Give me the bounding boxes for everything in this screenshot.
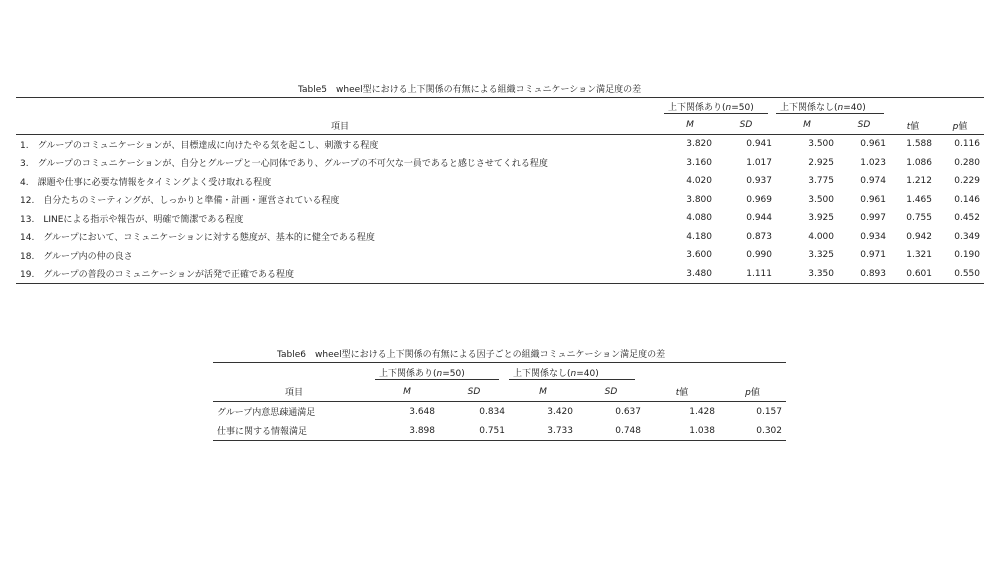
row-item-label: 19. グループの普段のコミュニケーションが活発で正確である程度 [16,265,664,284]
table6-col-sd2: SD [577,382,645,402]
table6-caption: Table6 wheel型における上下関係の有無による因子ごとの組織コミュニケーション満足度の差 [277,350,666,360]
row-value-sd2: 1.023 [860,157,886,168]
row-value-m2: 4.000 [808,231,834,242]
table6-group-with-header [375,363,509,383]
row-value-p: 0.280 [954,157,980,168]
row-value-t: 1.428 [689,406,715,417]
row-item-label: 仕事に関する情報満足 [213,421,375,441]
row-value-m2: 3.350 [776,265,838,284]
table5-col-p: p値 [936,116,984,135]
row-value-t: 0.942 [906,231,932,242]
table5 [16,97,984,284]
table5-col-m1: M [664,116,716,135]
row-value-sd1: 0.751 [439,421,509,441]
table-row [16,191,984,210]
row-value-sd2: 0.637 [615,406,641,417]
row-value-p: 0.229 [954,176,980,187]
row-value-t: 0.755 [906,213,932,224]
table-row [16,228,984,247]
table5-col-t: t値 [890,116,936,135]
table6-n-label-without: n [570,368,577,379]
row-value-m1: 3.820 [686,139,712,150]
table6 [213,362,786,441]
row-value-sd2: 0.971 [860,250,886,261]
row-item-label: 14. グループにおいて、コミュニケーションに対する態度が、基本的に健全である程度 [20,233,375,244]
table-row [16,265,984,284]
row-value-m2: 3.925 [808,213,834,224]
row-value-sd1: 0.873 [746,231,772,242]
row-value-sd1: 0.944 [746,213,772,224]
table5-group-without-label: 上下関係なし( [780,103,838,113]
row-value-m1: 4.020 [686,176,712,187]
row-value-m1: 4.080 [686,213,712,224]
row-value-sd2: 0.961 [860,194,886,205]
row-value-m1: 3.648 [409,406,435,417]
row-value-sd1: 0.937 [746,176,772,187]
table6-n-without: =40) [576,368,599,379]
table6-group-without-header [509,363,645,383]
table-row [16,154,984,173]
row-value-m2: 2.925 [808,157,834,168]
table5-n-label-without: n [837,103,844,113]
table6-n-with: =50) [442,368,465,379]
row-item-label: 18. グループ内の仲の良さ [20,251,133,262]
row-value-m1: 3.480 [664,265,716,284]
row-value-t: 1.212 [906,176,932,187]
row-value-sd1: 0.834 [479,406,505,417]
row-value-sd2: 0.961 [860,139,886,150]
row-value-t: 0.601 [890,265,936,284]
row-value-sd1: 0.969 [746,194,772,205]
row-item-label: グループ内意思疎通満足 [217,408,316,418]
row-value-m1: 3.600 [686,250,712,261]
row-item-label: 13. LINEによる指示や報告が、明確で簡潔である程度 [20,214,244,225]
row-value-sd2: 0.934 [860,231,886,242]
table5-n-with: =50) [731,103,754,113]
table6-group-with-label: 上下関係あり( [379,368,437,379]
table5-col-sd2: SD [838,116,890,135]
table5-header-spacer [16,98,664,117]
table5-n-without: =40) [843,103,866,113]
row-value-sd1: 0.990 [746,250,772,261]
row-value-t: 1.321 [906,250,932,261]
row-value-t: 1.086 [906,157,932,168]
row-value-t: 1.038 [645,421,719,441]
table6-item-header: 項目 [213,382,375,402]
row-item-label: 3. グループのコミュニケーションが、自分とグループと一心同体であり、グループの不可欠な一員であると感じさせてくれる程度 [20,159,548,170]
table5-caption: Table5 wheel型における上下関係の有無による組織コミュニケーション満足度の差 [298,85,642,95]
row-value-p: 0.157 [756,406,782,417]
table5-group-without-header [776,98,890,117]
table6-n-label-with: n [436,368,443,379]
row-value-sd1: 1.017 [746,157,772,168]
row-value-sd2: 0.893 [838,265,890,284]
table-row [213,421,786,441]
row-value-p: 0.349 [954,231,980,242]
table-row [16,209,984,228]
row-item-label: 4. 課題や仕事に必要な情報をタイミングよく受け取れる程度 [20,177,272,188]
row-value-m1: 4.180 [686,231,712,242]
table6-col-p: p値 [719,382,786,402]
table6-header-spacer [213,363,375,383]
row-value-p: 0.116 [954,139,980,150]
row-value-m2: 3.500 [808,139,834,150]
row-value-t: 1.588 [906,139,932,150]
table5-col-sd1: SD [716,116,776,135]
table6-col-sd1: SD [439,382,509,402]
row-value-m1: 3.800 [686,194,712,205]
table5-group-with-label: 上下関係あり( [668,103,726,113]
row-value-m2: 3.500 [808,194,834,205]
table6-group-without-label: 上下関係なし( [513,368,571,379]
row-value-m2: 3.775 [808,176,834,187]
table5-item-header: 項目 [16,116,664,135]
row-value-t: 1.465 [906,194,932,205]
table-row [16,172,984,191]
table5-col-m2: M [776,116,838,135]
table5-group-with-header [664,98,776,117]
row-value-m2: 3.420 [547,406,573,417]
row-item-label: 12. 自分たちのミーティングが、しっかりと準備・計画・運営されている程度 [20,196,340,207]
row-value-sd2: 0.974 [860,176,886,187]
table-row [16,135,984,154]
row-value-sd2: 0.997 [860,213,886,224]
row-value-sd2: 0.748 [577,421,645,441]
row-value-m1: 3.898 [375,421,439,441]
row-value-p: 0.146 [954,194,980,205]
row-value-sd1: 0.941 [746,139,772,150]
row-item-label: 1. グループのコミュニケーションが、目標達成に向けたやる気を起こし、刺激する程度 [20,140,379,151]
row-value-p: 0.190 [954,250,980,261]
row-value-m1: 3.160 [686,157,712,168]
table-row [16,246,984,265]
table6-col-m1: M [375,382,439,402]
table-row [213,402,786,422]
row-value-sd1: 1.111 [716,265,776,284]
row-value-p: 0.302 [719,421,786,441]
row-value-p: 0.550 [936,265,984,284]
row-value-m2: 3.733 [509,421,577,441]
table5-n-label-with: n [725,103,732,113]
table6-col-t: t値 [645,382,719,402]
row-value-m2: 3.325 [808,250,834,261]
row-value-p: 0.452 [954,213,980,224]
table6-col-m2: M [509,382,577,402]
